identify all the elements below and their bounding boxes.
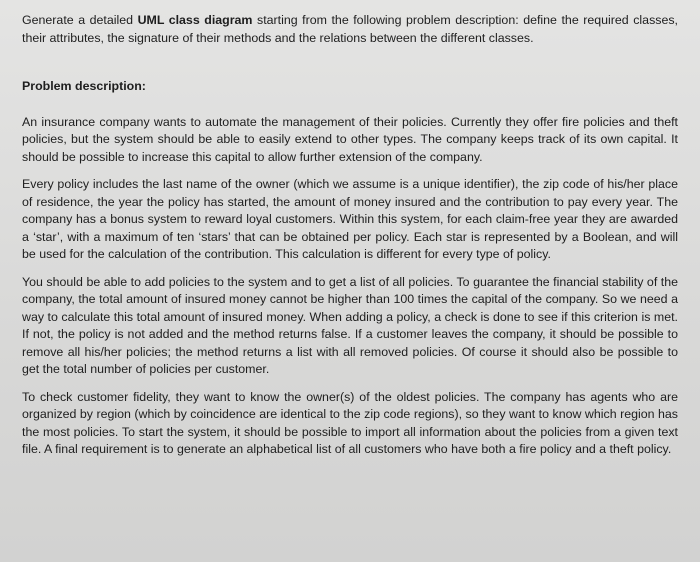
paragraph-policy-management: You should be able to add policies to the system and to get a list of all policies. To guarantee the financial stability of the company, the total amount of insured money cannot be higher than 100 times the capital of the company. So we need a way to calculate this total amount of insured money. When adding a policy, a check is done to see if this criterion is met. If not, the policy is not added and the method returns false. If a customer leaves the company, it should be possible to remove all his/her policies; the method returns a list with all removed policies. Of course it should also be possible to get the total number of policies per customer.: [22, 274, 678, 376]
intro-text-end: starting from the following problem description: define the required classes, their attributes, the signature of their methods and the relations between the different classes.: [22, 13, 678, 45]
paragraph-policy-details: Every policy includes the last name of the owner (which we assume is a unique identifier), the zip code of his/her place of residence, the year the policy has started, the amount of money insured and the contribution to pay every year. The company has a bonus system to reward loyal customers. Within this system, for each claim-free year they are awarded a ‘star’, with a maximum of ten ‘stars’ that can be obtained per policy. Each star is represented by a Boolean, and will be used for the calculation of the contribution. This calculation is different for every type of policy.: [22, 177, 678, 261]
paragraph-customer-fidelity: To check customer fidelity, they want to know the owner(s) of the oldest policies. The company has agents who are organized by region (which by coincidence are identical to the zip code regions), so they want to know which region has the most policies. To start the system, it should be possible to import all information about the policies from a given text file. A final requirement is to generate an alphabetical list of all customers who have both a fire policy and a theft policy.: [22, 389, 678, 456]
intro-text-start: Generate a detailed: [22, 13, 138, 27]
intro-bold-term: UML class diagram: [137, 13, 253, 27]
paragraph-company-overview: An insurance company wants to automate the management of their policies. Currently they offer fire policies and theft policies, but the system should be able to easily extend to other types. The company keeps track of its own capital. It should be possible to increase this capital to allow further extension of the company.: [22, 114, 678, 164]
section-heading: Problem description:: [22, 79, 146, 93]
task-instruction: [22, 12, 678, 47]
